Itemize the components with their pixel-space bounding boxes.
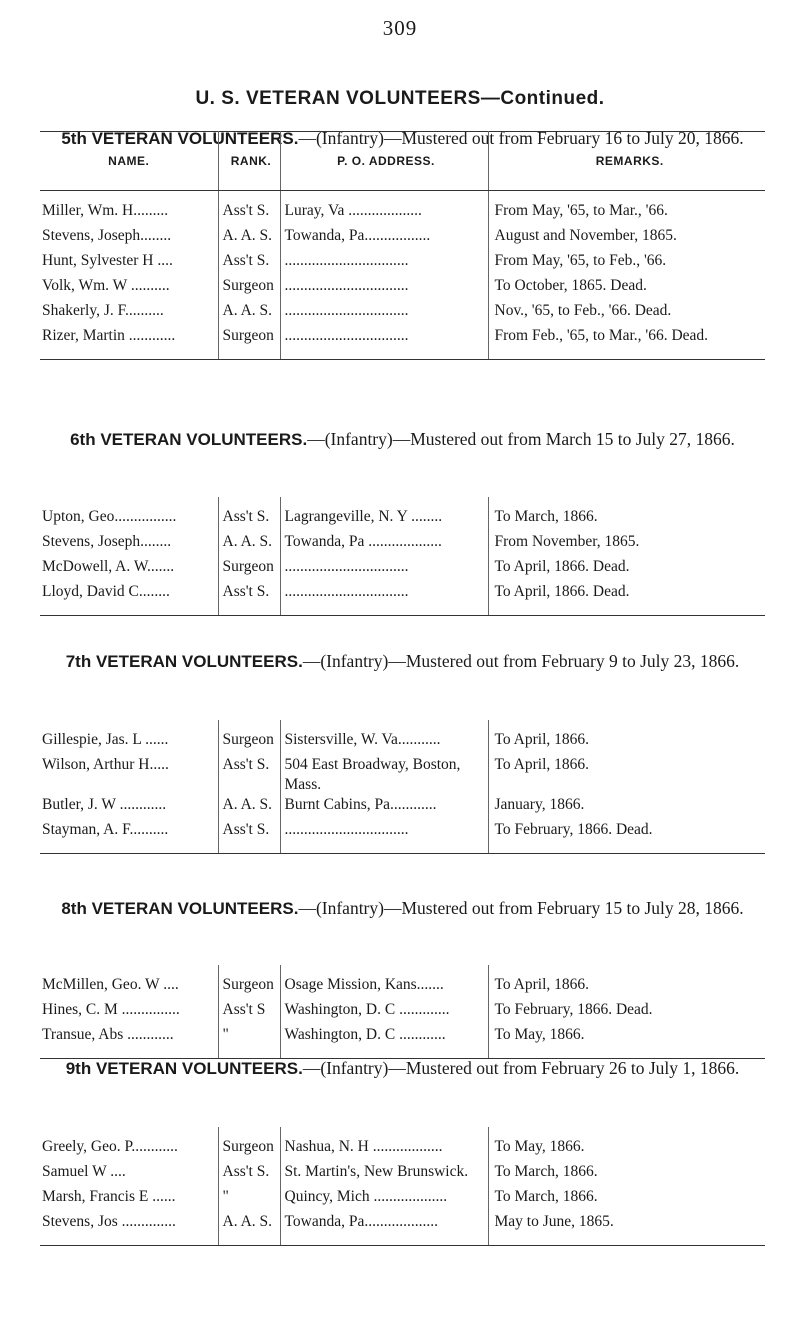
remarks-cell: To May, 1866. xyxy=(488,1025,765,1059)
rank-cell: Ass't S xyxy=(218,1000,280,1025)
rank-cell: Ass't S. xyxy=(218,820,280,854)
rank-cell: Surgeon xyxy=(218,276,280,301)
name-cell: Transue, Abs ............ xyxy=(40,1025,218,1059)
header-rank: RANK. xyxy=(218,132,280,191)
remarks-cell: From May, '65, to Feb., '66. xyxy=(494,252,667,269)
rank-cell: Surgeon xyxy=(218,557,280,582)
name-cell: Stayman, A. F.......... xyxy=(40,820,218,854)
name-cell: Lloyd, David C........ xyxy=(40,582,218,616)
address-cell: Burnt Cabins, Pa............ xyxy=(280,795,488,820)
rank-cell: A. A. S. xyxy=(218,795,280,820)
table-row xyxy=(40,251,765,276)
name-cell: Hunt, Sylvester H .... xyxy=(40,251,218,276)
name-cell: McDowell, A. W....... xyxy=(40,557,218,582)
address-cell: Osage Mission, Kans....... xyxy=(280,965,488,1000)
rank-cell: Ass't S. xyxy=(218,582,280,616)
address-cell: Towanda, Pa................. xyxy=(280,226,488,251)
remarks-cell: To February, 1866. Dead. xyxy=(488,820,765,854)
name-cell: Greely, Geo. P............ xyxy=(40,1127,218,1162)
table-row xyxy=(40,1187,765,1212)
rank-cell: Surgeon xyxy=(218,965,280,1000)
table-row xyxy=(40,820,765,854)
roster-table xyxy=(40,497,765,616)
header-remarks: REMARKS. xyxy=(488,132,765,191)
section-description: —(Infantry)—Mustered out from March 15 to July 27, 1866. xyxy=(307,429,735,449)
remarks-cell: From Feb., '65, to Mar., '66. Dead. xyxy=(488,326,765,360)
remarks-cell: May to June, 1865. xyxy=(488,1212,765,1246)
name-cell: Samuel W .... xyxy=(40,1162,218,1187)
address-cell: St. Martin's, New Brunswick. xyxy=(280,1162,488,1187)
table-row xyxy=(40,1000,765,1025)
table-row xyxy=(40,1025,765,1059)
remarks-cell: To April, 1866. xyxy=(494,731,589,748)
address-cell: 504 East Broadway, Boston, Mass. xyxy=(280,755,488,795)
remarks-cell: From November, 1865. xyxy=(494,533,640,550)
rank-cell: Ass't S. xyxy=(218,755,280,795)
roster-table xyxy=(40,720,765,854)
name-cell: McMillen, Geo. W .... xyxy=(40,965,218,1000)
table-header-row xyxy=(40,132,765,191)
address-cell: Quincy, Mich ................... xyxy=(280,1187,488,1212)
section-lead: 9th VETERAN VOLUNTEERS. xyxy=(65,1059,303,1078)
remarks-cell: Nov., '65, to Feb., '66. Dead. xyxy=(494,302,672,319)
table-row xyxy=(40,532,765,557)
remarks-cell: To April, 1866. xyxy=(494,976,589,993)
roster-table xyxy=(40,1127,765,1246)
rank-cell: A. A. S. xyxy=(218,532,280,557)
rank-cell: Surgeon xyxy=(218,326,280,360)
table-row xyxy=(40,720,765,755)
name-cell: Miller, Wm. H......... xyxy=(40,191,218,227)
table-row xyxy=(40,1212,765,1246)
remarks-cell: To March, 1866. xyxy=(494,508,598,525)
address-cell: Sistersville, W. Va........... xyxy=(280,720,488,755)
name-cell: Stevens, Joseph........ xyxy=(40,532,218,557)
name-cell: Stevens, Joseph........ xyxy=(40,226,218,251)
remarks-cell: To October, 1865. Dead. xyxy=(494,277,647,294)
address-cell: ................................ xyxy=(280,276,488,301)
address-cell: Lagrangeville, N. Y ........ xyxy=(280,497,488,532)
name-cell: Rizer, Martin ............ xyxy=(40,326,218,360)
name-cell: Marsh, Francis E ...... xyxy=(40,1187,218,1212)
roster-table xyxy=(40,131,765,360)
rank-cell: " xyxy=(218,1187,280,1212)
table-row xyxy=(40,755,765,795)
header-address: P. O. ADDRESS. xyxy=(280,132,488,191)
remarks-cell: August and November, 1865. xyxy=(494,227,677,244)
name-cell: Volk, Wm. W .......... xyxy=(40,276,218,301)
address-cell: ................................ xyxy=(280,820,488,854)
remarks-cell: From May, '65, to Mar., '66. xyxy=(494,202,668,219)
name-cell: Shakerly, J. F.......... xyxy=(40,301,218,326)
name-cell: Upton, Geo................ xyxy=(40,497,218,532)
remarks-cell: January, 1866. xyxy=(494,796,585,813)
section-description: —(Infantry)—Mustered out from February 16 to July 20, 1866. xyxy=(298,128,744,148)
address-cell: ................................ xyxy=(280,251,488,276)
address-cell: ................................ xyxy=(280,326,488,360)
section-description: —(Infantry)—Mustered out from February 15 to July 28, 1866. xyxy=(298,898,744,918)
rank-cell: Ass't S. xyxy=(218,251,280,276)
address-cell: Washington, D. C ............. xyxy=(280,1000,488,1025)
table-row xyxy=(40,326,765,360)
address-cell: Washington, D. C ............ xyxy=(280,1025,488,1059)
section-title xyxy=(40,1057,765,1080)
table-row xyxy=(40,1162,765,1187)
rank-cell: A. A. S. xyxy=(218,1212,280,1246)
remarks-cell: To April, 1866. Dead. xyxy=(488,582,765,616)
rank-cell: Surgeon xyxy=(218,1127,280,1162)
remarks-cell: To March, 1866. xyxy=(494,1188,598,1205)
rank-cell: Ass't S. xyxy=(218,191,280,227)
rank-cell: A. A. S. xyxy=(218,301,280,326)
name-cell: Gillespie, Jas. L ...... xyxy=(40,720,218,755)
rank-cell: Surgeon xyxy=(218,720,280,755)
address-cell: ................................ xyxy=(280,557,488,582)
remarks-cell: To May, 1866. xyxy=(494,1138,585,1155)
section-title xyxy=(40,650,765,673)
rank-cell: Ass't S. xyxy=(218,1162,280,1187)
name-cell: Butler, J. W ............ xyxy=(40,795,218,820)
section-description: —(Infantry)—Mustered out from February 9 to July 23, 1866. xyxy=(302,651,740,671)
rank-cell: " xyxy=(218,1025,280,1059)
table-row xyxy=(40,965,765,1000)
section-lead: 8th VETERAN VOLUNTEERS. xyxy=(61,899,299,918)
address-cell: Towanda, Pa ................... xyxy=(280,532,488,557)
address-cell: Towanda, Pa................... xyxy=(280,1212,488,1246)
address-cell: Nashua, N. H .................. xyxy=(280,1127,488,1162)
section-lead: 5th VETERAN VOLUNTEERS. xyxy=(61,129,299,148)
remarks-cell: To March, 1866. xyxy=(494,1163,598,1180)
name-cell: Wilson, Arthur H..... xyxy=(40,755,218,795)
page-number: 309 xyxy=(382,16,418,40)
table-row xyxy=(40,276,765,301)
section-title xyxy=(40,897,765,920)
name-cell: Hines, C. M ............... xyxy=(40,1000,218,1025)
section-title xyxy=(40,428,765,451)
header-name: NAME. xyxy=(40,132,218,191)
section-lead: 6th VETERAN VOLUNTEERS. xyxy=(70,430,308,449)
section-description: —(Infantry)—Mustered out from February 26 to July 1, 1866. xyxy=(302,1058,740,1078)
address-cell: ................................ xyxy=(280,301,488,326)
address-cell: ................................ xyxy=(280,582,488,616)
table-row xyxy=(40,301,765,326)
page-heading: U. S. VETERAN VOLUNTEERS—Continued. xyxy=(195,88,605,109)
remarks-cell: To February, 1866. Dead. xyxy=(494,1001,653,1018)
rank-cell: A. A. S. xyxy=(218,226,280,251)
remarks-cell: To April, 1866. xyxy=(494,756,589,773)
table-row xyxy=(40,582,765,616)
table-row xyxy=(40,497,765,532)
rank-cell: Ass't S. xyxy=(218,497,280,532)
table-row xyxy=(40,191,765,227)
table-row xyxy=(40,1127,765,1162)
remarks-cell: To April, 1866. Dead. xyxy=(494,558,630,575)
table-row xyxy=(40,557,765,582)
address-cell: Luray, Va ................... xyxy=(280,191,488,227)
name-cell: Stevens, Jos .............. xyxy=(40,1212,218,1246)
table-row xyxy=(40,226,765,251)
roster-table xyxy=(40,965,765,1059)
table-row xyxy=(40,795,765,820)
section-lead: 7th VETERAN VOLUNTEERS. xyxy=(65,652,303,671)
